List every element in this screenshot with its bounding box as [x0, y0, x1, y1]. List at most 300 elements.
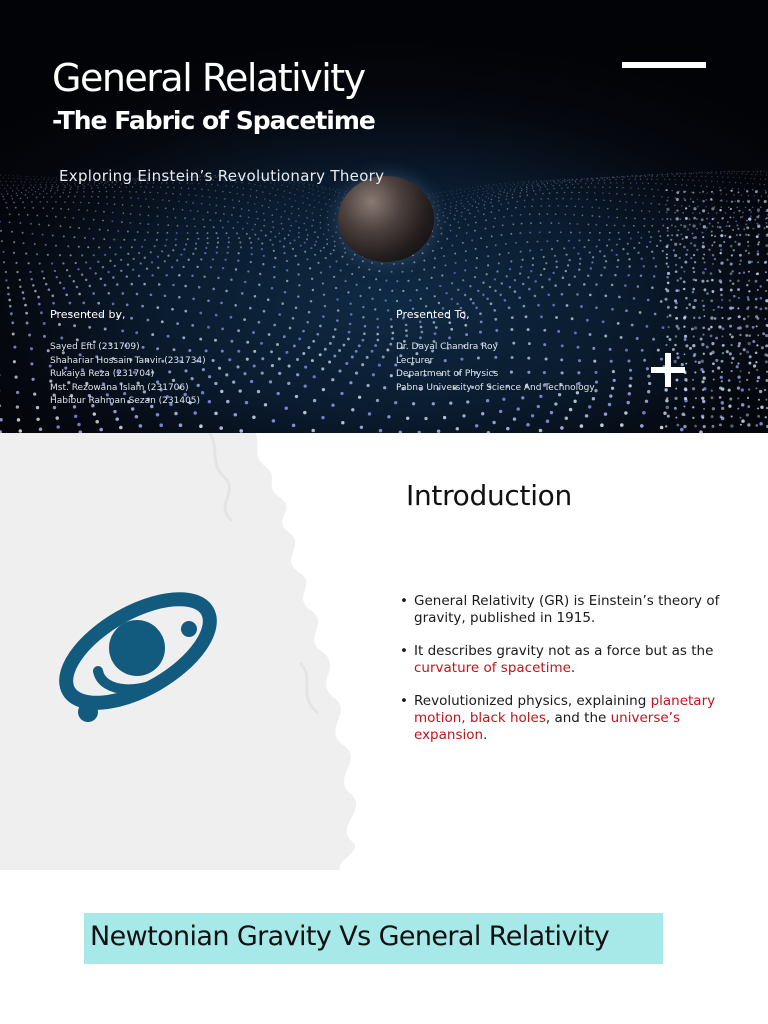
grid-dot [319, 325, 322, 328]
grid-dot [465, 250, 467, 252]
grid-dot [685, 380, 687, 382]
grid-dot [237, 193, 238, 194]
grid-dot [699, 172, 700, 173]
grid-dot [47, 254, 49, 256]
grid-dot [580, 181, 581, 182]
grid-dot [254, 295, 257, 298]
grid-dot [254, 203, 256, 205]
grid-dot [351, 258, 353, 260]
grid-dot [505, 243, 507, 245]
grid-dot [753, 171, 754, 172]
grid-dot [729, 216, 731, 218]
grid-dot [483, 204, 485, 206]
grid-dot [190, 210, 192, 212]
grid-dot [30, 278, 32, 280]
grid-dot [560, 426, 564, 430]
grid-dot [625, 209, 627, 211]
grid-dot [731, 357, 734, 360]
grid-dot [756, 325, 758, 327]
grid-dot [740, 260, 742, 262]
grid-dot [692, 306, 695, 309]
grid-dot [666, 263, 668, 265]
grid-dot [742, 171, 743, 172]
grid-dot [685, 344, 688, 347]
grid-dot [99, 229, 101, 231]
grid-dot [598, 182, 599, 183]
grid-dot [457, 289, 459, 291]
grid-dot [522, 185, 523, 186]
grid-dot [349, 302, 351, 304]
grid-dot [330, 205, 331, 206]
grid-dot [17, 175, 18, 176]
grid-dot [720, 206, 722, 208]
grid-dot [245, 401, 248, 404]
slide-title: General Relativity [52, 56, 365, 100]
grid-dot [456, 193, 457, 194]
grid-dot [278, 357, 281, 360]
grid-dot [237, 329, 240, 332]
grid-dot [721, 335, 723, 337]
grid-dot [13, 241, 15, 243]
grid-dot [736, 365, 739, 368]
grid-dot [760, 206, 762, 208]
grid-dot [683, 225, 686, 228]
grid-dot [702, 416, 705, 419]
grid-dot [693, 254, 695, 256]
grid-dot [710, 272, 713, 275]
grid-dot [500, 190, 501, 191]
grid-dot [339, 237, 341, 239]
grid-dot [172, 249, 174, 251]
grid-dot [742, 212, 744, 214]
grid-dot [544, 184, 545, 185]
grid-dot [336, 298, 338, 300]
grid-dot [498, 200, 500, 202]
grid-dot [432, 250, 434, 252]
grid-dot [490, 202, 492, 204]
grid-dot [440, 227, 442, 229]
grid-dot [710, 299, 713, 302]
grid-dot [175, 217, 177, 219]
grid-dot [298, 215, 300, 217]
grid-dot [713, 193, 714, 194]
grid-dot [237, 187, 238, 188]
grid-dot [246, 341, 249, 344]
grid-dot [371, 262, 373, 264]
grid-dot [358, 344, 361, 347]
grid-dot [546, 240, 548, 242]
grid-dot [693, 271, 695, 273]
grid-dot [289, 327, 292, 330]
grid-dot [95, 420, 99, 424]
grid-dot [323, 294, 325, 296]
grid-dot [755, 315, 758, 318]
grid-dot [603, 199, 605, 201]
grid-dot [570, 198, 572, 200]
grid-dot [689, 224, 691, 226]
grid-dot [225, 290, 228, 293]
grid-dot [545, 186, 546, 187]
grid-dot [662, 250, 664, 252]
grid-dot [685, 207, 687, 209]
grid-dot [730, 262, 733, 265]
grid-dot [520, 186, 521, 187]
grid-dot [574, 275, 577, 278]
grid-dot [269, 200, 270, 201]
grid-dot [739, 353, 741, 355]
grid-dot [187, 238, 189, 240]
grid-dot [465, 333, 468, 336]
grid-dot [661, 183, 662, 184]
grid-dot [684, 199, 686, 201]
grid-dot [492, 205, 494, 207]
grid-dot [281, 302, 284, 305]
grid-dot [65, 293, 68, 296]
grid-dot [723, 241, 725, 243]
grid-dot [495, 329, 498, 332]
grid-dot [102, 220, 104, 222]
grid-dot [97, 261, 99, 263]
grid-dot [92, 191, 94, 193]
grid-dot [600, 423, 604, 427]
grid-dot [698, 316, 701, 319]
grid-dot [633, 297, 636, 300]
grid-dot [653, 196, 655, 198]
grid-dot [292, 424, 296, 428]
grid-dot [286, 280, 288, 282]
grid-dot [191, 275, 194, 278]
grid-dot [358, 396, 361, 399]
grid-dot [660, 426, 664, 430]
grid-dot [760, 171, 761, 172]
grid-dot [579, 232, 581, 234]
grid-dot [617, 322, 620, 325]
grid-dot [731, 270, 733, 272]
grid-dot [134, 239, 136, 241]
grid-dot [405, 329, 408, 332]
grid-dot [751, 174, 752, 175]
grid-dot [51, 196, 53, 198]
grid-dot [737, 408, 739, 410]
grid-dot [285, 351, 288, 354]
grid-dot [532, 188, 533, 189]
grid-dot [250, 189, 251, 190]
grid-dot [22, 291, 25, 294]
grid-dot [423, 269, 425, 271]
grid-dot [41, 270, 43, 272]
grid-dot [489, 286, 491, 288]
grid-dot [507, 208, 509, 210]
grid-dot [472, 205, 473, 206]
grid-dot [529, 213, 531, 215]
grid-dot [745, 207, 747, 209]
grid-dot [733, 212, 735, 214]
grid-dot [589, 294, 592, 297]
grid-dot [748, 372, 750, 374]
grid-dot [341, 421, 344, 424]
grid-dot [737, 307, 739, 309]
grid-dot [9, 213, 11, 215]
grid-dot [416, 289, 418, 291]
grid-dot [208, 375, 211, 378]
grid-dot [295, 220, 297, 222]
grid-dot [31, 378, 34, 381]
grid-dot [68, 208, 70, 210]
grid-dot [272, 244, 274, 246]
grid-dot [595, 381, 598, 384]
grid-dot [719, 187, 720, 188]
grid-dot [692, 267, 694, 269]
grid-dot [153, 199, 155, 201]
grid-dot [739, 254, 742, 257]
grid-dot [241, 208, 243, 210]
grid-dot [332, 336, 335, 339]
grid-dot [312, 186, 313, 187]
grid-dot [553, 188, 554, 189]
grid-dot [761, 346, 764, 349]
grid-dot [527, 276, 529, 278]
grid-dot [711, 342, 714, 345]
grid-dot [732, 171, 733, 172]
grid-dot [477, 210, 479, 212]
grid-dot [578, 268, 580, 270]
grid-dot [556, 240, 558, 242]
grid-dot [530, 270, 532, 272]
grid-dot [36, 253, 38, 255]
grid-dot [292, 317, 295, 320]
grid-dot [662, 326, 665, 329]
grid-dot [219, 426, 223, 430]
grid-dot [480, 186, 481, 187]
grid-dot [232, 380, 235, 383]
grid-dot [594, 186, 595, 187]
grid-dot [139, 214, 141, 216]
grid-dot [173, 187, 174, 188]
grid-dot [719, 396, 722, 399]
grid-dot [313, 189, 314, 190]
grid-dot [478, 189, 479, 190]
grid-dot [666, 199, 668, 201]
grid-dot [699, 212, 701, 214]
grid-dot [624, 193, 626, 195]
grid-dot [51, 179, 52, 180]
grid-dot [42, 234, 44, 236]
grid-dot [690, 242, 692, 244]
grid-dot [711, 290, 714, 293]
grid-dot [446, 238, 448, 240]
grid-dot [91, 196, 93, 198]
grid-dot [631, 194, 633, 196]
grid-dot [252, 416, 256, 420]
grid-dot [237, 350, 240, 353]
grid-dot [368, 412, 371, 415]
grid-dot [625, 177, 626, 178]
grid-dot [237, 222, 239, 224]
grid-dot [413, 261, 415, 263]
grid-dot [561, 293, 564, 296]
grid-dot [604, 179, 605, 180]
grid-dot [375, 278, 377, 280]
grid-dot [289, 192, 290, 193]
grid-dot [730, 208, 732, 210]
grid-dot [745, 334, 748, 337]
grid-dot [522, 283, 525, 286]
grid-dot [586, 192, 588, 194]
grid-dot [85, 279, 88, 282]
grid-dot [623, 177, 624, 178]
grid-dot [494, 318, 497, 321]
grid-dot [643, 359, 646, 362]
grid-dot [609, 179, 610, 180]
grid-dot [25, 194, 27, 196]
grid-dot [702, 333, 704, 335]
grid-dot [746, 174, 747, 175]
grid-dot [98, 246, 100, 248]
grid-dot [692, 406, 694, 408]
grid-dot [694, 236, 697, 239]
grid-dot [188, 194, 190, 196]
grid-dot [92, 292, 95, 295]
grid-dot [297, 189, 298, 190]
grid-dot [748, 217, 751, 220]
grid-dot [466, 232, 468, 234]
grid-dot [10, 312, 13, 315]
grid-dot [186, 201, 188, 203]
grid-dot [685, 363, 687, 365]
grid-dot [138, 252, 140, 254]
grid-dot [257, 218, 259, 220]
grid-dot [750, 178, 751, 179]
grid-dot [720, 294, 723, 297]
grid-dot [500, 194, 501, 195]
grid-dot [726, 259, 728, 261]
grid-dot [342, 344, 345, 347]
grid-dot [557, 179, 558, 180]
grid-dot [651, 286, 654, 289]
grid-dot [663, 411, 667, 415]
grid-dot [659, 174, 660, 175]
grid-dot [720, 199, 722, 201]
grid-dot [765, 416, 767, 418]
grid-dot [662, 225, 664, 227]
grid-dot [2, 184, 3, 185]
grid-dot [307, 234, 309, 236]
grid-dot [747, 241, 749, 243]
grid-dot [737, 200, 740, 203]
grid-dot [362, 339, 365, 342]
grid-dot [707, 173, 708, 174]
grid-dot [284, 291, 287, 294]
grid-dot [391, 290, 393, 292]
grid-dot [604, 177, 605, 178]
grid-dot [686, 185, 687, 186]
grid-dot [757, 334, 759, 336]
grid-dot [529, 232, 531, 234]
grid-dot [760, 405, 763, 408]
grid-dot [752, 183, 753, 184]
grid-dot [330, 253, 332, 255]
grid-dot [706, 186, 707, 187]
grid-dot [731, 415, 733, 417]
grid-dot [54, 270, 56, 272]
grid-dot [719, 279, 722, 282]
grid-dot [63, 235, 65, 237]
grid-dot [51, 262, 53, 264]
grid-dot [595, 283, 598, 286]
grid-dot [541, 180, 542, 181]
grid-dot [732, 229, 734, 231]
grid-dot [83, 196, 85, 198]
grid-dot [691, 232, 693, 234]
grid-dot [320, 215, 321, 216]
grid-dot [736, 207, 738, 209]
grid-dot [306, 238, 308, 240]
grid-dot [756, 272, 759, 275]
grid-dot [509, 268, 511, 270]
grid-dot [252, 229, 254, 231]
grid-dot [471, 197, 472, 198]
grid-dot [335, 191, 336, 192]
grid-dot [622, 248, 624, 250]
grid-dot [144, 257, 146, 259]
grid-dot [570, 180, 571, 181]
grid-dot [651, 225, 653, 227]
grid-dot [230, 316, 233, 319]
grid-dot [72, 217, 74, 219]
grid-dot [680, 428, 684, 432]
grid-dot [483, 213, 485, 215]
grid-dot [182, 266, 184, 268]
grid-dot [239, 241, 241, 243]
grid-dot [8, 299, 11, 302]
grid-dot [546, 181, 547, 182]
grid-dot [532, 199, 534, 201]
grid-dot [242, 194, 243, 195]
grid-dot [335, 287, 337, 289]
grid-dot [259, 273, 261, 275]
grid-dot [741, 419, 745, 423]
grid-dot [609, 177, 610, 178]
grid-dot [225, 185, 226, 186]
grid-dot [659, 240, 661, 242]
grid-dot [676, 234, 679, 237]
grid-dot [220, 390, 223, 393]
grid-dot [758, 241, 760, 243]
grid-dot [449, 401, 452, 404]
grid-dot [156, 306, 159, 309]
grid-dot [495, 244, 497, 246]
grid-dot [759, 308, 762, 311]
grid-dot [540, 198, 542, 200]
grid-dot [630, 182, 631, 183]
grid-dot [113, 238, 115, 240]
grid-dot [641, 258, 643, 260]
grid-dot [129, 222, 131, 224]
grid-dot [552, 304, 555, 307]
grid-dot [708, 212, 710, 214]
grid-dot [376, 318, 379, 321]
grid-dot [705, 206, 707, 208]
grid-dot [25, 253, 27, 255]
grid-dot [702, 200, 705, 203]
grid-dot [203, 226, 205, 228]
grid-dot [702, 400, 705, 403]
grid-dot [99, 428, 103, 432]
grid-dot [307, 346, 310, 349]
grid-dot [447, 195, 448, 196]
grid-dot [444, 264, 446, 266]
grid-dot [157, 207, 159, 209]
